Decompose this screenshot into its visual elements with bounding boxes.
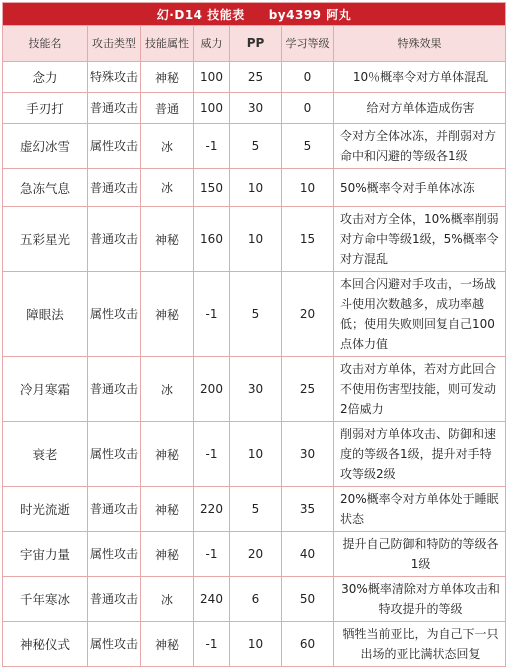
skill-name: 虚幻冰雪 <box>3 124 88 169</box>
skill-attribute: 神秘 <box>141 622 194 667</box>
attack-type: 特殊攻击 <box>88 62 141 93</box>
author-text: by4399 阿丸 <box>268 7 352 22</box>
table-row <box>3 272 506 357</box>
learn-level: 0 <box>282 93 334 124</box>
header-pp: PP <box>230 26 282 62</box>
learn-level: 30 <box>282 422 334 487</box>
skill-attribute: 冰 <box>141 357 194 422</box>
skill-power: -1 <box>194 124 230 169</box>
skill-name: 障眼法 <box>3 272 88 357</box>
skill-pp: 5 <box>230 272 282 357</box>
table-row <box>3 124 506 169</box>
attack-type: 普通攻击 <box>88 207 141 272</box>
special-effect: 给对方单体造成伤害 <box>334 93 506 124</box>
skill-power: 100 <box>194 62 230 93</box>
table-row <box>3 357 506 422</box>
skill-name: 时光流逝 <box>3 487 88 532</box>
skill-power: 160 <box>194 207 230 272</box>
table-row <box>3 169 506 207</box>
special-effect: 30%概率清除对方单体攻击和特攻提升的等级 <box>334 577 506 622</box>
attack-type: 普通攻击 <box>88 169 141 207</box>
skill-power: 220 <box>194 487 230 532</box>
skill-attribute: 神秘 <box>141 487 194 532</box>
special-effect: 提升自己防御和特防的等级各1级 <box>334 532 506 577</box>
skill-name: 五彩星光 <box>3 207 88 272</box>
skill-attribute: 神秘 <box>141 532 194 577</box>
learn-level: 35 <box>282 487 334 532</box>
skill-pp: 10 <box>230 622 282 667</box>
skill-name: 手刃打 <box>3 93 88 124</box>
skill-pp: 10 <box>230 169 282 207</box>
header-learn-level: 学习等级 <box>282 26 334 62</box>
table-row <box>3 622 506 667</box>
skill-power: -1 <box>194 532 230 577</box>
special-effect: 牺牲当前亚比，为自己下一只出场的亚比满状态回复 <box>334 622 506 667</box>
header-skill-attribute: 技能属性 <box>141 26 194 62</box>
attack-type: 属性攻击 <box>88 622 141 667</box>
skill-name: 衰老 <box>3 422 88 487</box>
special-effect: 10％概率令对方单体混乱 <box>334 62 506 93</box>
skill-pp: 5 <box>230 124 282 169</box>
title-row <box>3 3 506 26</box>
skill-name: 念力 <box>3 62 88 93</box>
skill-table-container <box>2 2 505 667</box>
skill-power: 200 <box>194 357 230 422</box>
learn-level: 25 <box>282 357 334 422</box>
skill-attribute: 神秘 <box>141 207 194 272</box>
header-skill-name: 技能名 <box>3 26 88 62</box>
learn-level: 15 <box>282 207 334 272</box>
special-effect: 本回合闪避对手攻击，一场战斗使用次数越多，成功率越低；使用失败则回复自己100点体力值 <box>334 272 506 357</box>
header-power: 威力 <box>194 26 230 62</box>
skill-power: -1 <box>194 622 230 667</box>
skill-attribute: 普通 <box>141 93 194 124</box>
skill-name: 冷月寒霜 <box>3 357 88 422</box>
skill-power: -1 <box>194 272 230 357</box>
skill-name: 宇宙力量 <box>3 532 88 577</box>
attack-type: 普通攻击 <box>88 93 141 124</box>
attack-type: 属性攻击 <box>88 422 141 487</box>
attack-type: 普通攻击 <box>88 487 141 532</box>
learn-level: 20 <box>282 272 334 357</box>
header-special-effect: 特殊效果 <box>334 26 506 62</box>
attack-type: 属性攻击 <box>88 124 141 169</box>
table-title <box>3 3 506 26</box>
special-effect: 攻击对方全体，10%概率削弱对方命中等级1级，5%概率令对方混乱 <box>334 207 506 272</box>
attack-type: 普通攻击 <box>88 357 141 422</box>
header-attack-type: 攻击类型 <box>88 26 141 62</box>
attack-type: 属性攻击 <box>88 532 141 577</box>
table-row <box>3 93 506 124</box>
table-row <box>3 207 506 272</box>
skill-attribute: 冰 <box>141 169 194 207</box>
skill-table <box>2 2 506 667</box>
skill-pp: 10 <box>230 207 282 272</box>
skill-power: -1 <box>194 422 230 487</box>
skill-pp: 30 <box>230 93 282 124</box>
skill-pp: 25 <box>230 62 282 93</box>
special-effect: 50%概率令对手单体冰冻 <box>334 169 506 207</box>
skill-pp: 10 <box>230 422 282 487</box>
special-effect: 削弱对方单体攻击、防御和速度的等级各1级，提升对手特攻等级2级 <box>334 422 506 487</box>
skill-attribute: 冰 <box>141 124 194 169</box>
skill-attribute: 神秘 <box>141 422 194 487</box>
header-row <box>3 26 506 62</box>
attack-type: 普通攻击 <box>88 577 141 622</box>
skill-pp: 5 <box>230 487 282 532</box>
skill-name: 千年寒冰 <box>3 577 88 622</box>
skill-pp: 20 <box>230 532 282 577</box>
learn-level: 50 <box>282 577 334 622</box>
special-effect: 令对方全体冰冻，并削弱对方命中和闪避的等级各1级 <box>334 124 506 169</box>
special-effect: 攻击对方单体，若对方此回合不使用伤害型技能，则可发动2倍威力 <box>334 357 506 422</box>
attack-type: 属性攻击 <box>88 272 141 357</box>
table-row <box>3 62 506 93</box>
skill-attribute: 冰 <box>141 577 194 622</box>
learn-level: 0 <box>282 62 334 93</box>
learn-level: 60 <box>282 622 334 667</box>
skill-power: 150 <box>194 169 230 207</box>
table-row <box>3 422 506 487</box>
skill-power: 240 <box>194 577 230 622</box>
table-row <box>3 532 506 577</box>
learn-level: 10 <box>282 169 334 207</box>
learn-level: 40 <box>282 532 334 577</box>
skill-attribute: 神秘 <box>141 62 194 93</box>
skill-power: 100 <box>194 93 230 124</box>
skill-name: 神秘仪式 <box>3 622 88 667</box>
skill-attribute: 神秘 <box>141 272 194 357</box>
table-row <box>3 487 506 532</box>
skill-pp: 30 <box>230 357 282 422</box>
special-effect: 20%概率令对方单体处于睡眠状态 <box>334 487 506 532</box>
skill-name: 急冻气息 <box>3 169 88 207</box>
table-row <box>3 577 506 622</box>
skill-pp: 6 <box>230 577 282 622</box>
title-text: 幻·D14 技能表 <box>156 7 245 22</box>
learn-level: 5 <box>282 124 334 169</box>
